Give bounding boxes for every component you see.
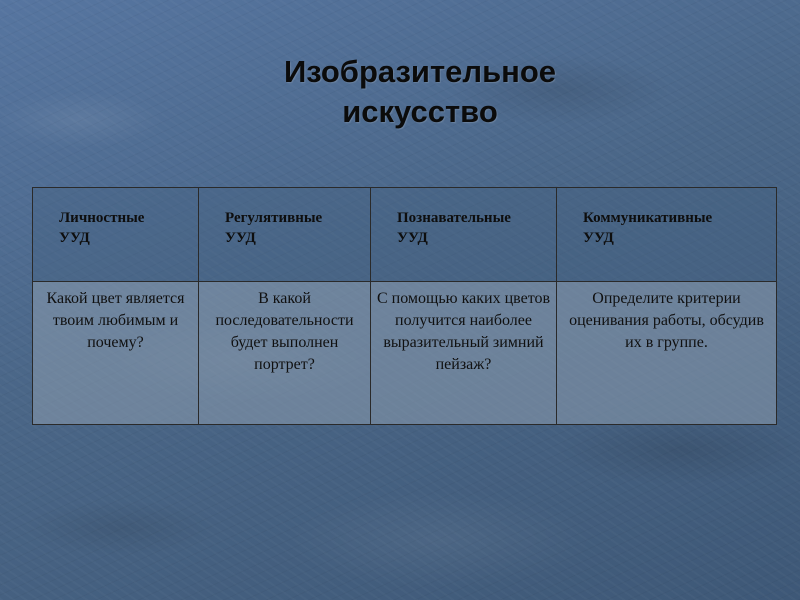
cell-personal-question: Какой цвет является твоим любимым и почему? xyxy=(33,282,199,425)
table-row xyxy=(33,282,777,425)
header-label-line-2: УУД xyxy=(225,230,256,246)
cell-communicative-question: Определите критерии оценивания работы, обсудив их в группе. xyxy=(557,282,777,425)
table-header-row xyxy=(33,188,777,282)
uud-table xyxy=(32,187,777,425)
header-label-line-1: Коммуникативные xyxy=(583,210,713,226)
header-label-line-1: Регулятивные xyxy=(225,210,323,226)
header-communicative-uud xyxy=(557,188,777,282)
slide-title-line-2: искусство xyxy=(342,94,498,129)
slide-title-line-1: Изобразительное xyxy=(283,54,557,89)
cell-cognitive-question: С помощью каких цветов получится наиболее выразительный зимний пейзаж? xyxy=(371,282,557,425)
header-label-line-2: УУД xyxy=(583,230,614,246)
header-label-line-1: Личностные xyxy=(59,210,145,226)
header-cognitive-uud xyxy=(371,188,557,282)
header-label-line-2: УУД xyxy=(59,230,90,246)
header-personal-uud xyxy=(33,188,199,282)
slide-title xyxy=(200,52,640,132)
header-regulatory-uud xyxy=(199,188,371,282)
header-label-line-1: Познавательные xyxy=(397,210,511,226)
header-label-line-2: УУД xyxy=(397,230,428,246)
cell-regulatory-question: В какой последовательности будет выполнен портрет? xyxy=(199,282,371,425)
